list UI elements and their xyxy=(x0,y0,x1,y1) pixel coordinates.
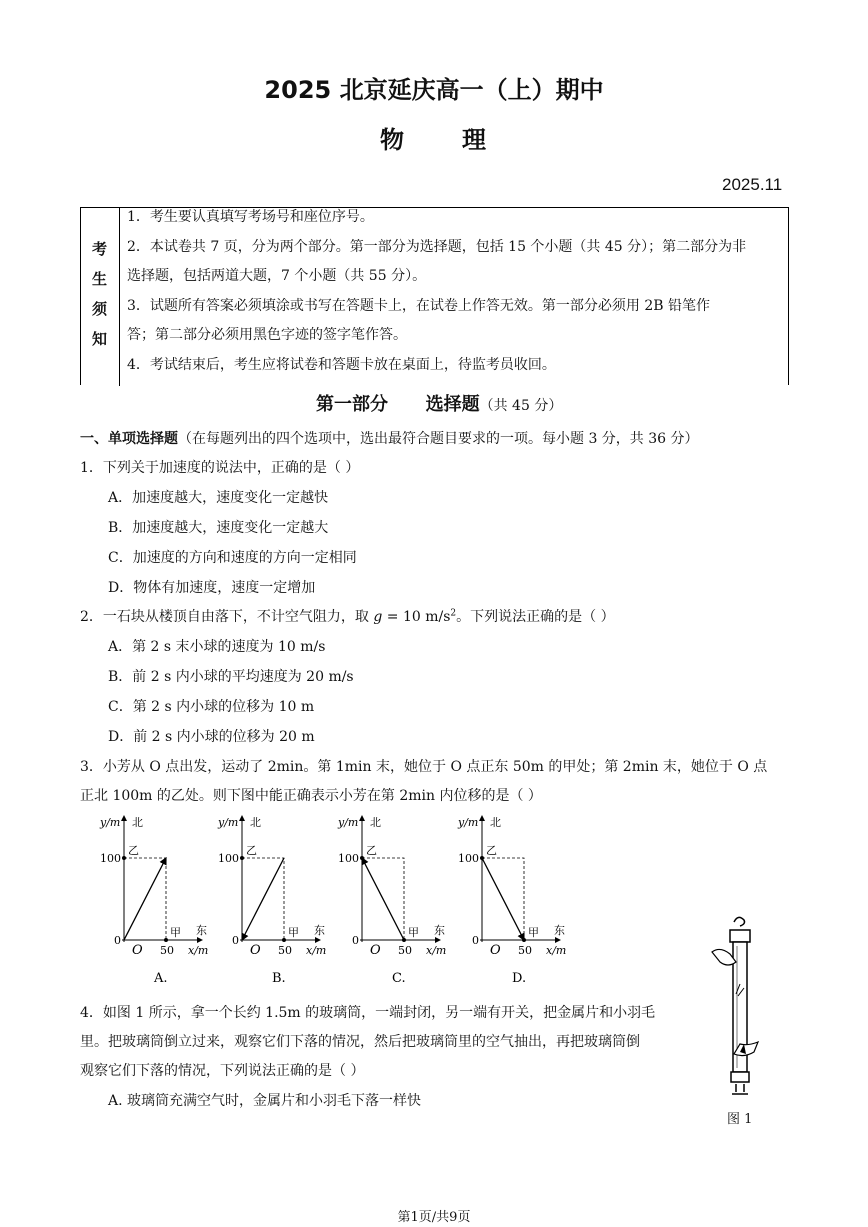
x-axis-label: x/m xyxy=(188,944,209,957)
x-axis-label: x/m xyxy=(306,944,327,957)
graph-label: C. xyxy=(392,971,406,986)
exam-date: 2025.11 xyxy=(722,175,783,194)
graph-b xyxy=(217,816,326,986)
displacement-arrow xyxy=(124,858,166,940)
point-yi xyxy=(480,856,484,860)
notice-line: 4．考试结束后，考生应将试卷和答题卡放在桌面上，待监考员收回。 xyxy=(127,357,556,373)
tube-valve xyxy=(731,1072,749,1082)
glass-tube-figure xyxy=(706,912,776,1102)
graph-label: B. xyxy=(272,971,286,986)
graph-label: A. xyxy=(154,971,168,986)
subject-title: 物理 xyxy=(380,126,544,154)
origin-label: O xyxy=(370,943,381,958)
displacement-arrow xyxy=(242,858,284,940)
origin-zero: 0 xyxy=(472,934,479,947)
point-jia-label: 甲 xyxy=(288,926,299,939)
y-axis-label: y/m xyxy=(218,816,239,829)
valve-handle xyxy=(732,1084,748,1094)
east-label: 东 xyxy=(196,924,207,937)
part-heading xyxy=(316,390,562,416)
point-yi xyxy=(122,856,126,860)
exam-title: 2025 北京延庆高一（上）期中 xyxy=(264,76,604,104)
position-graphs xyxy=(80,812,580,992)
point-jia xyxy=(522,938,526,942)
notice-head-char: 须 xyxy=(92,300,108,318)
point-yi-label: 乙 xyxy=(366,844,377,857)
notice-head-char: 生 xyxy=(92,270,108,288)
stem-text: 。下列说法正确的是（ ） xyxy=(456,609,615,625)
question-line: 4．如图 1 所示，拿一个长约 1.5m 的玻璃筒，一端封闭，另一端有开关，把金属片和小羽毛 xyxy=(80,1005,656,1021)
origin-label: O xyxy=(132,943,143,958)
y-tick-label: 100 xyxy=(218,852,239,865)
point-jia xyxy=(282,938,286,942)
page-number: 第1页/共9页 xyxy=(397,1210,471,1225)
question-line: 3．小芳从 O 点出发，运动了 2min。第 1min 末，她位于 O 点正东 50m 的甲处；第 2min 末，她位于 O 点 xyxy=(80,759,768,775)
graph-label: D. xyxy=(512,971,527,986)
notice-heading xyxy=(81,208,120,386)
question-line: 观察它们下落的情况，下列说法正确的是（ ） xyxy=(80,1063,365,1079)
part-score: （共 45 分） xyxy=(479,398,563,414)
tube-top-hook xyxy=(734,917,745,926)
point-jia xyxy=(164,938,168,942)
point-jia-label: 甲 xyxy=(528,926,539,939)
question-stem: 1．下列关于加速度的说法中，正确的是（ ） xyxy=(80,460,360,476)
x-tick-label: 50 xyxy=(518,944,532,957)
question-stem xyxy=(80,606,615,626)
section-label: 一、单项选择题 xyxy=(80,431,178,447)
origin-zero: 0 xyxy=(114,934,121,947)
y-axis-label: y/m xyxy=(338,816,359,829)
graph-a xyxy=(99,816,208,986)
option: C．第 2 s 内小球的位移为 10 m xyxy=(108,699,315,715)
option: B．加速度越大，速度变化一定越大 xyxy=(108,520,329,536)
point-yi-label: 乙 xyxy=(246,844,257,857)
origin-label: O xyxy=(490,943,501,958)
y-axis-label: y/m xyxy=(458,816,479,829)
y-tick-label: 100 xyxy=(458,852,479,865)
option: A. 玻璃筒充满空气时，金属片和小羽毛下落一样快 xyxy=(108,1093,422,1109)
question-line: 里。把玻璃筒倒立过来，观察它们下落的情况，然后把玻璃筒里的空气抽出，再把玻璃筒倒 xyxy=(80,1034,640,1050)
y-tick-label: 100 xyxy=(338,852,359,865)
question-line: 正北 100m 的乙处。则下图中能正确表示小芳在第 2min 内位移的是（ ） xyxy=(80,788,542,804)
origin-label: O xyxy=(250,943,261,958)
option: D．前 2 s 内小球的位移为 20 m xyxy=(108,729,315,745)
section-heading xyxy=(80,428,699,448)
point-jia xyxy=(402,938,406,942)
displacement-arrow xyxy=(482,858,524,940)
east-label: 东 xyxy=(434,924,445,937)
origin-zero: 0 xyxy=(232,934,239,947)
notice-line: 答；第二部分必须用黑色字迹的签字笔作答。 xyxy=(127,327,407,343)
stem-text: 2．一石块从楼顶自由落下，不计空气阻力，取 xyxy=(80,609,374,625)
x-tick-label: 50 xyxy=(278,944,292,957)
notice-line: 2．本试卷共 7 页，分为两个部分。第一部分为选择题，包括 15 个小题（共 45 分）；第二部分为非 xyxy=(127,239,747,255)
gravity-symbol: g xyxy=(373,609,383,625)
option: D．物体有加速度，速度一定增加 xyxy=(108,580,316,596)
point-yi-label: 乙 xyxy=(128,844,139,857)
superscript: 2 xyxy=(450,608,457,619)
east-label: 东 xyxy=(314,924,325,937)
x-tick-label: 50 xyxy=(398,944,412,957)
y-axis-label: y/m xyxy=(100,816,121,829)
north-label: 北 xyxy=(490,816,501,829)
x-axis-label: x/m xyxy=(546,944,567,957)
option: A．加速度越大，速度变化一定越快 xyxy=(108,490,329,506)
point-jia-label: 甲 xyxy=(170,926,181,939)
section-desc: （在每题列出的四个选项中，选出最符合题目要求的一项。每小题 3 分，共 36 分） xyxy=(178,431,699,447)
notice-line: 3．试题所有答案必须填涂或书写在答题卡上，在试卷上作答无效。第一部分必须用 2B 铅笔作 xyxy=(127,298,711,314)
north-label: 北 xyxy=(250,816,261,829)
y-tick-label: 100 xyxy=(100,852,121,865)
part-title: 第一部分 选择题 xyxy=(316,394,480,415)
option: C．加速度的方向和速度的方向一定相同 xyxy=(108,550,357,566)
east-label: 东 xyxy=(554,924,565,937)
north-label: 北 xyxy=(370,816,381,829)
option: B．前 2 s 内小球的平均速度为 20 m/s xyxy=(108,669,354,685)
point-yi xyxy=(240,856,244,860)
notice-box xyxy=(80,207,789,385)
point-jia-label: 甲 xyxy=(408,926,419,939)
notice-head-char: 知 xyxy=(92,330,108,348)
x-tick-label: 50 xyxy=(160,944,174,957)
x-axis-label: x/m xyxy=(426,944,447,957)
figure-caption: 图 1 xyxy=(727,1112,753,1127)
notice-line: 1．考生要认真填写考场号和座位序号。 xyxy=(127,209,374,225)
notice-line: 选择题，包括两道大题，7 个小题（共 55 分）。 xyxy=(127,268,427,284)
graph-c xyxy=(337,816,446,986)
stem-text: = 10 m/s xyxy=(382,609,451,625)
graph-d xyxy=(457,816,566,986)
tube-cap xyxy=(730,930,750,942)
option: A．第 2 s 末小球的速度为 10 m/s xyxy=(108,639,326,655)
point-yi xyxy=(360,856,364,860)
notice-head-char: 考 xyxy=(92,240,108,258)
displacement-arrow xyxy=(362,858,404,940)
origin-zero: 0 xyxy=(352,934,359,947)
north-label: 北 xyxy=(132,816,143,829)
point-yi-label: 乙 xyxy=(486,844,497,857)
